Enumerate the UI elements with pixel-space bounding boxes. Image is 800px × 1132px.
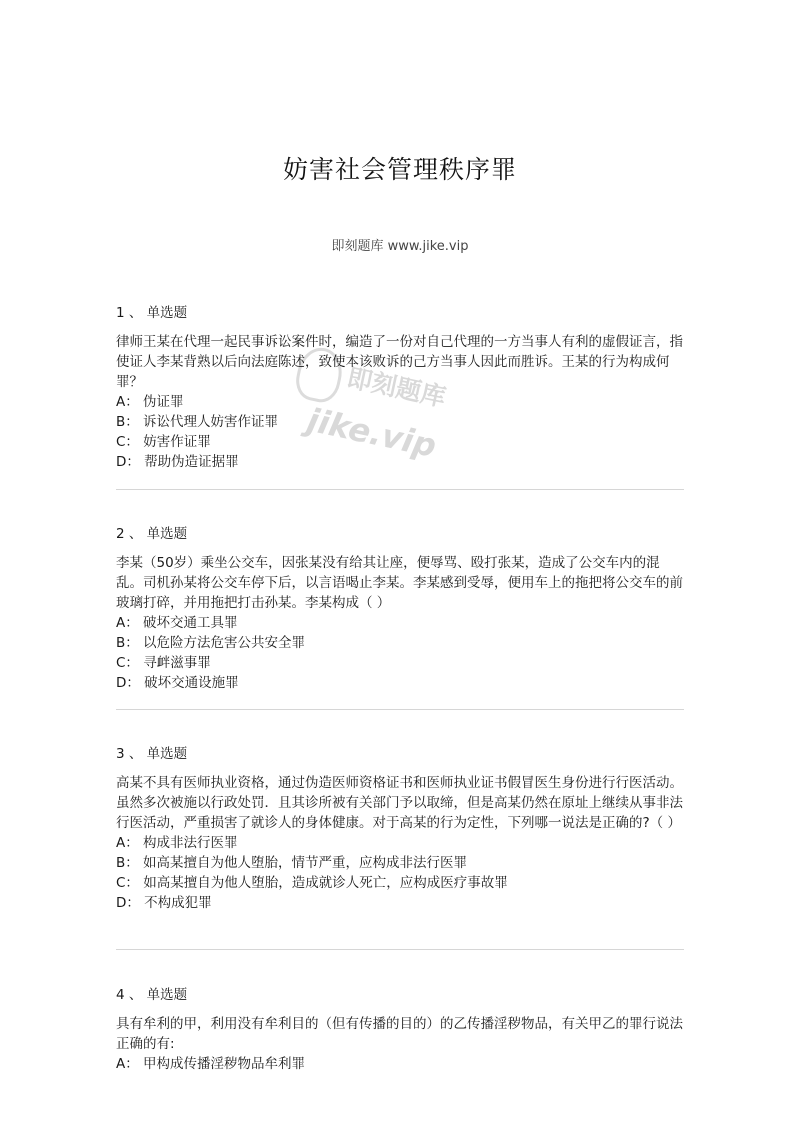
page-title: 妨害社会管理秩序罪 [282,155,517,184]
option-c[interactable]: C： 如高某擅自为他人堕胎，造成就诊人死亡，应构成医疗事故罪 [116,875,508,891]
option-c[interactable]: C： 寻衅滋事罪 [116,655,211,671]
option-b[interactable]: B： 诉讼代理人妨害作证罪 [116,414,279,430]
option-list [116,833,684,913]
option-list [116,392,684,472]
question-3 [116,744,684,913]
watermark-url: jike.vip [303,400,440,465]
question-2 [116,524,684,693]
divider [116,949,684,950]
watermark-text: 即刻题库 [344,362,449,413]
question-stem: 具有牟利的甲，利用没有牟利目的（但有传播的目的）的乙传播淫秽物品，有关甲乙的罪行说法正确的有: [116,1016,683,1052]
option-list [116,613,684,693]
option-a[interactable]: A： 甲构成传播淫秽物品牟利罪 [116,1056,306,1072]
question-1 [116,303,684,472]
option-a[interactable]: A： 伪证罪 [116,394,184,410]
option-b[interactable]: B： 如高某擅自为他人堕胎，情节严重，应构成非法行医罪 [116,855,468,871]
site-subtitle: 即刻题库 www.jike.vip [331,239,469,254]
question-stem: 李某（50岁）乘坐公交车，因张某没有给其让座，便辱骂、殴打张某，造成了公交车内的混乱。司机孙某将公交车停下后，以言语喝止李某。李某感到受辱，便用车上的拖把将公交车的前玻璃打碎，并用拖把打击孙某。李某构成（ ） [116,555,683,611]
option-d[interactable]: D： 破坏交通设施罪 [116,675,239,691]
option-list [116,1054,684,1074]
option-d[interactable]: D： 不构成犯罪 [116,895,212,911]
question-stem: 律师王某在代理一起民事诉讼案件时，编造了一份对自己代理的一方当事人有利的虚假证言，指使证人李某背熟以后向法庭陈述，致使本该败诉的己方当事人因此而胜诉。王某的行为构成何罪？ [116,334,683,390]
option-b[interactable]: B： 以危险方法危害公共安全罪 [116,635,306,651]
question-stem: 高某不具有医师执业资格，通过伪造医师资格证书和医师执业证书假冒医生身份进行行医活动。虽然多次被施以行政处罚．且其诊所被有关部门予以取缔，但是高某仍然在原址上继续从事非法行医活动，严重损害了就诊人的身体健康。对于高某的行为定性，下列哪一说法是正确的?（ ） [116,775,683,831]
question-header: 1 、 单选题 [116,305,188,321]
question-header: 4 、 单选题 [116,987,188,1003]
option-a[interactable]: A： 构成非法行医罪 [116,835,238,851]
option-d[interactable]: D： 帮助伪造证据罪 [116,454,239,470]
divider [116,709,684,710]
divider [116,489,684,490]
question-header: 2 、 单选题 [116,526,188,542]
option-a[interactable]: A： 破坏交通工具罪 [116,615,238,631]
question-header: 3 、 单选题 [116,746,188,762]
option-c[interactable]: C： 妨害作证罪 [116,434,211,450]
question-4 [116,985,684,1074]
